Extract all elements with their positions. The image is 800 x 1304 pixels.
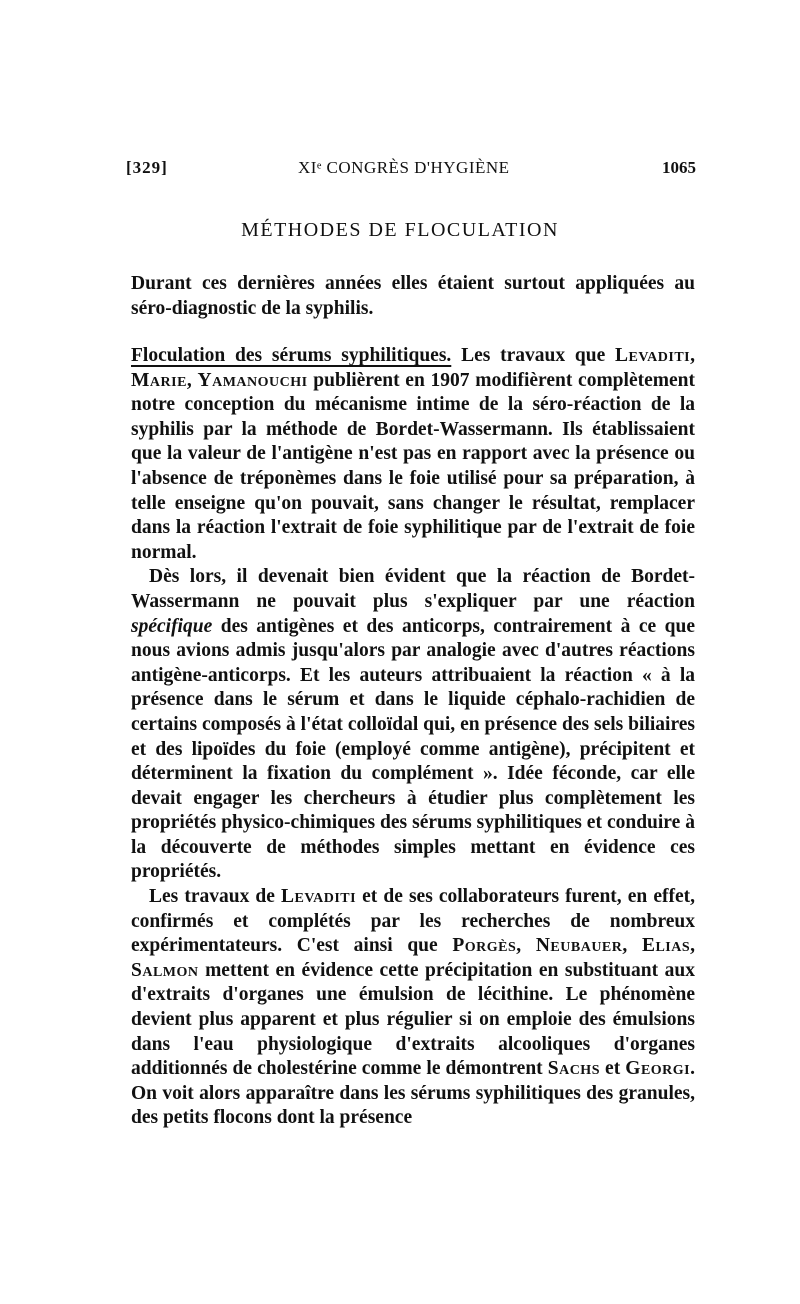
author-name: Levaditi (280, 886, 357, 908)
page-label: [329] (126, 158, 168, 177)
emphasis: spécifique (131, 615, 213, 637)
running-title: XIᵉ CONGRÈS D'HYGIÈNE (298, 158, 510, 177)
paragraph-bordet-wassermann: Dès lors, il devenait bien évident que la réaction de Bordet-Wassermann ne pouvait plus s'expliquer par une réaction spécifique des antigènes et des anticorps, contrairement à ce que nous avions admis jusqu'alors par analogie avec d'autres réactions antigène-anticorps. Et les auteurs attribuaient la réaction « à la présence dans le sérum et dans le liquide céphalo-rachidien de certains composés à l'état colloïdal qui, en présence des sels biliaires et des lipoïdes du foie (employé comme antigène), précipitent et déterminent la fixation du complément ». Idée féconde, car elle devait engager les chercheurs à étudier plus complètement les propriétés physico-chimiques des sérums syphilitiques et conduire à la découverte de méthodes simples mettant en évidence ces propriétés. (131, 566, 695, 883)
paragraph-travaux: Les travaux de Levaditi et de ses collaborateurs furent, en effet, confirmés et complétés par les recherches de nombreux expérimentateurs. C'est ainsi que Porgès, Neubauer, Elias, Salmon mettent en évidence cette précipitation en substituant aux d'extraits d'organes une émulsion de lécithine. Le phénomène devient plus apparent et plus régulier si on emploie des émulsions dans l'eau physiologique d'extraits alcooliques d'organes additionnés de cholestérine comme le démontrent Sachs et Georgi. On voit alors apparaître dans les sérums syphilitiques des granules, des petits flocons dont la présence (131, 886, 696, 1129)
author-name: Marie (131, 369, 187, 391)
subsection-heading: Floculation des sérums syphilitiques. (131, 345, 452, 366)
author-name: Georgi (625, 1058, 691, 1080)
author-name: Levaditi (615, 345, 691, 366)
page-number: 1065 (662, 158, 696, 177)
paragraph-floculation: Floculation des sérums syphilitiques. Les travaux que Levaditi, Marie, Yamanouchi publièrent en 1907 modifièrent complètement notre conception du mécanisme intime de la séro-réaction de la syphilis par la méthode de Bordet-Wassermann. Ils établissaient que la valeur de l'antigène n'est pas en rapport avec la présence ou l'absence de tréponèmes dans le foie utilisé pour sa préparation, à telle enseigne qu'on pouvait, sans changer le résultat, remplacer dans la réaction l'extrait de foie syphilitique par de l'extrait de foie normal. (131, 345, 695, 563)
author-name: Neubauer (535, 935, 623, 957)
main-text (131, 344, 695, 1131)
author-name: Yamanouchi (197, 369, 308, 391)
running-header (126, 158, 696, 182)
intro-text: Durant ces dernières années elles étaient surtout appliquées au séro-diagnostic de la syphilis. (131, 273, 695, 319)
author-name: Elias (641, 935, 691, 957)
intro-paragraph (131, 272, 695, 321)
author-name: Salmon (131, 959, 199, 981)
author-name: Sachs (547, 1058, 600, 1080)
section-title: MÉTHODES DE FLOCULATION (241, 219, 559, 241)
author-name: Porgès (452, 935, 517, 957)
